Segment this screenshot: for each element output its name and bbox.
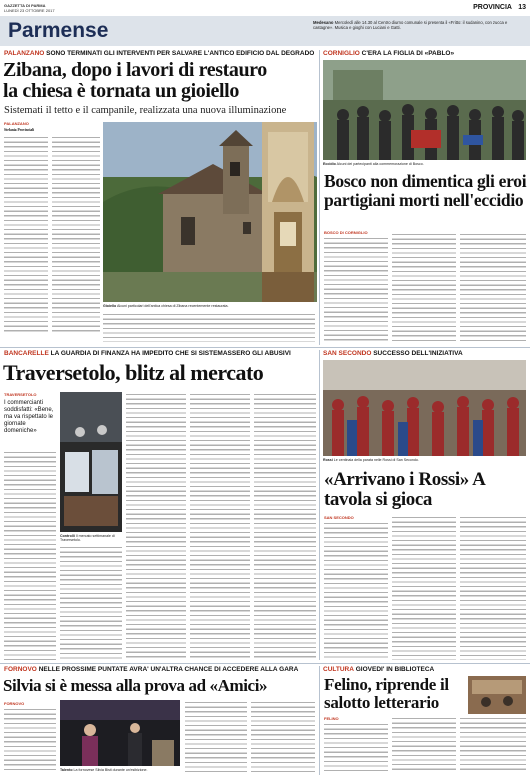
cornelio-body-col3 [460,232,526,342]
felino-headline: Felino, riprende il salotto letterario [324,675,449,712]
zibana-photo-caption [103,304,315,308]
sansecondo-kicker [323,350,463,357]
traversetolo-body-col5 [254,392,316,660]
masthead [4,3,526,13]
caption-label: Controlli [60,534,75,538]
fornovo-photo-caption [60,768,180,772]
felino-column-label: FELINO [324,716,339,721]
traversetolo-photo-caption [60,534,122,543]
caption-text: Alcuni particolari dell'antica chiesa di Zibana recentemente restaurata. [117,304,229,308]
sansecondo-body-col2 [392,515,456,660]
traversetolo-column-label: TRAVERSETOLO [4,392,37,397]
headline-line-2: la chiesa è tornata un gioiello [3,80,239,102]
caption-label: Rossi [323,458,333,462]
cornelio-column-label: BOSCO DI CORNIGLIO [324,230,368,235]
banner-notice [313,20,523,31]
kicker-text: GIOVEDI' IN BIBLIOTECA [355,666,435,673]
paper-name: GAZZETTA DI PARMA [4,3,46,8]
sansecondo-body-col3 [460,515,526,660]
traversetolo-body-col1 [4,450,56,660]
zibana-body-col1 [4,135,48,335]
kicker-text: SUCCESSO DELL'INIZIATIVA [373,350,463,357]
sansecondo-body-col1 [324,521,388,660]
zibana-body-bottom [103,312,315,342]
kicker-place: FORNOVO [4,666,37,673]
zibana-body-col2 [52,135,100,335]
section-title: Parmense [8,19,109,42]
felino-body-col1 [324,722,388,773]
zibana-headline [3,60,313,102]
cornelio-kicker [323,50,454,57]
kicker-text: NELLE PROSSIME PUNTATE AVRA' UN'ALTRA CHANCE DI ACCEDERE ALLA GARA [38,666,299,673]
felino-body-col3 [460,716,526,773]
caption-text: Il mercato settimanale di Traversetolo. [60,534,115,543]
traversetolo-body-col3 [126,392,186,660]
rule-2 [0,663,530,664]
fornovo-photo [60,700,180,766]
felino-photo [468,676,526,714]
caption-label: Talento [60,768,73,772]
fornovo-column-label: FORNOVO [4,701,25,706]
zibana-subhead: Sistemati il tetto e il campanile, realizzata una nuova illuminazione [4,105,287,116]
zibana-interior-photo [262,122,314,302]
cornelio-body-col1 [324,236,388,342]
cornelio-photo [323,60,526,160]
rule-1 [0,347,530,348]
kicker-place: PALANZANO [4,50,45,57]
traversetolo-body-col2 [60,545,122,660]
fornovo-body-col1 [4,707,56,773]
notice-text: Mercoledì alle 14.30 al Centro diurno comunale si presenta il «Fritto: il sudanino, con zucca e castagne». Musica e gioghi con Luciani e Gatti. [313,20,508,31]
traversetolo-kicker [4,350,291,357]
page-number: 13 [518,4,526,11]
zibana-column-label: PALANZANO [4,121,29,126]
column-divider [319,50,320,345]
zibana-kicker [4,50,314,57]
felino-body-col2 [392,716,456,773]
column-divider-3 [319,666,320,775]
column-divider-2 [319,350,320,660]
fornovo-body-col3 [251,700,315,773]
zibana-byline: Stefania Provinciali [4,128,35,132]
kicker-place: BANCARELLE [4,350,49,357]
caption-text: Le centinaia della parata nelle Rossi di San Secondo. [333,458,419,462]
kicker-text: LA GUARDIA DI FINANZA HA IMPEDITO CHE SI SISTEMASSERO GLI ABUSIVI [50,350,291,357]
section-banner [0,16,530,46]
cornelio-photo-caption [323,162,526,166]
kicker-text: SONO TERMINATI GLI INTERVENTI PER SALVARE L'ANTICO EDIFICIO DAL DEGRADO [46,50,315,57]
caption-label: Gioiello [103,304,117,308]
traversetolo-headline: Traversetolo, blitz al mercato [3,360,264,385]
issue-date: LUNEDÌ 23 OTTOBRE 2017 [4,8,55,13]
fornovo-kicker [4,666,298,673]
caption-text: Alcuni dei partecipanti alla commemorazione di Bosco. [336,162,424,166]
kicker-text: C'ERA LA FIGLIA DI «PABLO» [361,50,455,57]
kicker-place: SAN SECONDO [323,350,372,357]
sansecondo-photo-caption [323,458,526,462]
sansecondo-column-label: SAN SECONDO [324,515,354,520]
kicker-place: CULTURA [323,666,354,673]
cornelio-body-col2 [392,232,456,342]
headline-line-1: Zibana, dopo i lavori di restauro [3,59,267,81]
section-name: PROVINCIA [473,4,512,11]
sansecondo-photo [323,360,526,456]
kicker-place: CORNIGLIO [323,50,360,57]
sansecondo-headline: «Arrivano i Rossi» A tavola si gioca [324,469,485,510]
fornovo-headline: Silvia si è messa alla prova ad «Amici» [3,676,268,695]
cornelio-headline: Bosco non dimentica gli eroi partigiani morti nell'eccidio [324,171,527,210]
felino-kicker [323,666,434,673]
notice-place: Medesano [313,20,334,25]
traversetolo-body-col4 [190,392,250,660]
traversetolo-photo [60,392,122,532]
fornovo-body-col2 [185,700,247,773]
traversetolo-lead: I commercianti soddisfatti: «Bene, ma va rispettato le giornate domeniche» [4,400,54,434]
caption-text: La fornovese Silvia Bisti durante un'esibizione. [73,768,148,772]
caption-label: Eccidio [323,162,336,166]
